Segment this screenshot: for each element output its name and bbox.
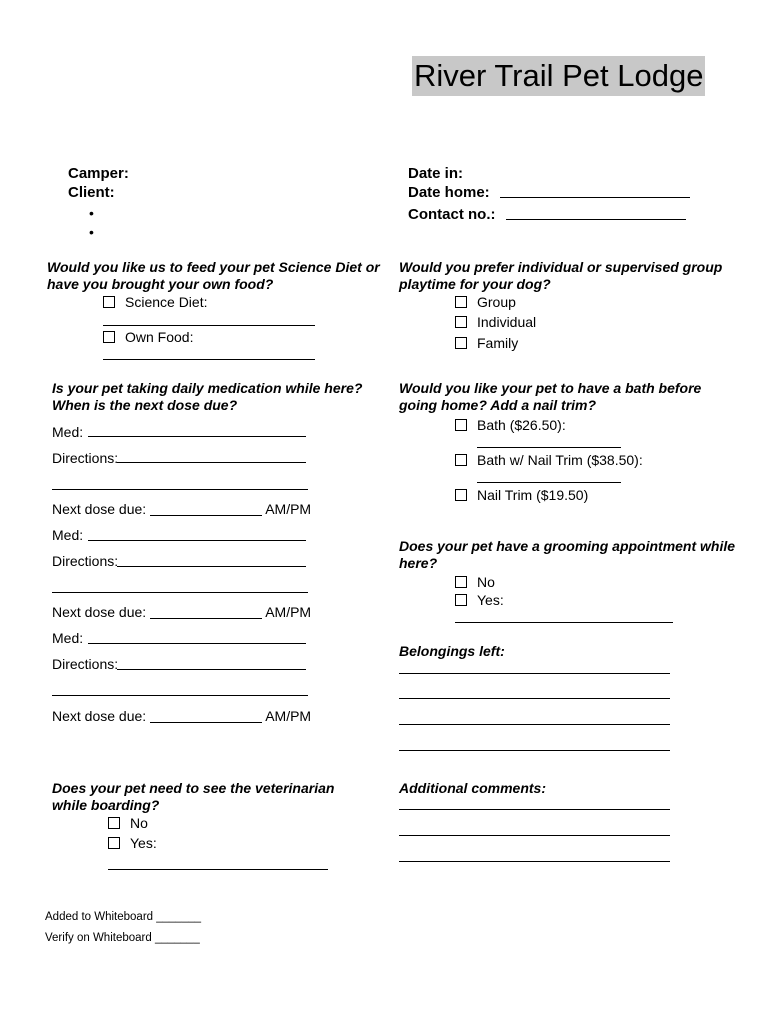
bath-question: Would you like your pet to have a bath before going home? Add a nail trim?	[399, 380, 702, 413]
directions-field-1b[interactable]	[52, 489, 308, 490]
verify-on-whiteboard: Verify on Whiteboard _______	[45, 932, 200, 944]
med-label-1: Med:	[52, 424, 84, 440]
family-option[interactable]: Family	[455, 335, 518, 351]
belongings-line-3[interactable]	[399, 724, 670, 725]
science-diet-option[interactable]: Science Diet:	[103, 294, 207, 310]
directions-label-2: Directions:	[52, 553, 119, 569]
contact-label: Contact no.:	[408, 206, 496, 223]
bath-field[interactable]	[477, 447, 621, 448]
grooming-yes-option[interactable]: Yes:	[455, 592, 504, 608]
med-field-2[interactable]	[88, 540, 306, 541]
directions-label-3: Directions:	[52, 656, 119, 672]
group-option[interactable]: Group	[455, 294, 516, 310]
own-food-field[interactable]	[103, 359, 315, 360]
grooming-yes-checkbox[interactable]	[455, 594, 467, 606]
belongings-label: Belongings left:	[399, 643, 505, 659]
bath-nail-field[interactable]	[477, 482, 621, 483]
own-food-option[interactable]: Own Food:	[103, 329, 193, 345]
science-diet-checkbox[interactable]	[103, 296, 115, 308]
bath-checkbox[interactable]	[455, 419, 467, 431]
client-label: Client:	[68, 184, 115, 201]
next-dose-field-2[interactable]	[150, 606, 262, 619]
vet-no-option[interactable]: No	[108, 815, 148, 831]
next-dose-field-1[interactable]	[150, 503, 262, 516]
contact-field[interactable]	[506, 219, 686, 220]
comments-line-2[interactable]	[399, 835, 670, 836]
directions-field-3[interactable]	[117, 669, 306, 670]
next-dose-row-2: Next dose due: AM/PM	[52, 604, 312, 620]
nail-trim-checkbox[interactable]	[455, 489, 467, 501]
belongings-line-1[interactable]	[399, 673, 670, 674]
vet-question: Does your pet need to see the veterinarian while boarding?	[52, 780, 335, 813]
medication-question: Is your pet taking daily medication while here? When is the next dose due?	[52, 380, 363, 413]
date-home-field[interactable]	[500, 197, 690, 198]
next-dose-row-3: Next dose due: AM/PM	[52, 708, 312, 724]
next-dose-row-1: Next dose due: AM/PM	[52, 501, 312, 517]
bullet-1: •	[89, 205, 94, 221]
comments-label: Additional comments:	[399, 780, 547, 796]
bath-nail-checkbox[interactable]	[455, 454, 467, 466]
med-label-3: Med:	[52, 630, 84, 646]
food-question: Would you like us to feed your pet Science Diet or have you brought your own food?	[47, 259, 380, 292]
grooming-field[interactable]	[455, 622, 673, 623]
med-field-3[interactable]	[88, 643, 306, 644]
page-title: River Trail Pet Lodge	[412, 56, 705, 96]
camper-label: Camper:	[68, 165, 129, 182]
family-checkbox[interactable]	[455, 337, 467, 349]
directions-label-1: Directions:	[52, 450, 119, 466]
next-dose-field-3[interactable]	[150, 710, 262, 723]
individual-checkbox[interactable]	[455, 316, 467, 328]
date-in-label: Date in:	[408, 165, 464, 182]
comments-line-3[interactable]	[399, 861, 670, 862]
group-checkbox[interactable]	[455, 296, 467, 308]
bath-option[interactable]: Bath ($26.50):	[455, 417, 566, 433]
directions-field-2[interactable]	[117, 566, 306, 567]
vet-no-checkbox[interactable]	[108, 817, 120, 829]
directions-field-2b[interactable]	[52, 592, 308, 593]
grooming-no-checkbox[interactable]	[455, 576, 467, 588]
nail-trim-option[interactable]: Nail Trim ($19.50)	[455, 487, 588, 503]
individual-option[interactable]: Individual	[455, 314, 536, 330]
grooming-no-option[interactable]: No	[455, 574, 495, 590]
belongings-line-2[interactable]	[399, 698, 670, 699]
med-field-1[interactable]	[88, 436, 306, 437]
science-diet-field[interactable]	[103, 325, 315, 326]
vet-yes-checkbox[interactable]	[108, 837, 120, 849]
grooming-question: Does your pet have a grooming appointment while here?	[399, 538, 736, 571]
comments-line-1[interactable]	[399, 809, 670, 810]
bath-nail-option[interactable]: Bath w/ Nail Trim ($38.50):	[455, 452, 643, 468]
bullet-2: •	[89, 224, 94, 240]
vet-field[interactable]	[108, 869, 328, 870]
belongings-line-4[interactable]	[399, 750, 670, 751]
vet-yes-option[interactable]: Yes:	[108, 835, 157, 851]
directions-field-1[interactable]	[117, 462, 306, 463]
directions-field-3b[interactable]	[52, 695, 308, 696]
playtime-question: Would you prefer individual or supervised group playtime for your dog?	[399, 259, 723, 292]
med-label-2: Med:	[52, 527, 84, 543]
own-food-checkbox[interactable]	[103, 331, 115, 343]
added-to-whiteboard: Added to Whiteboard _______	[45, 911, 202, 923]
date-home-label: Date home:	[408, 184, 490, 201]
